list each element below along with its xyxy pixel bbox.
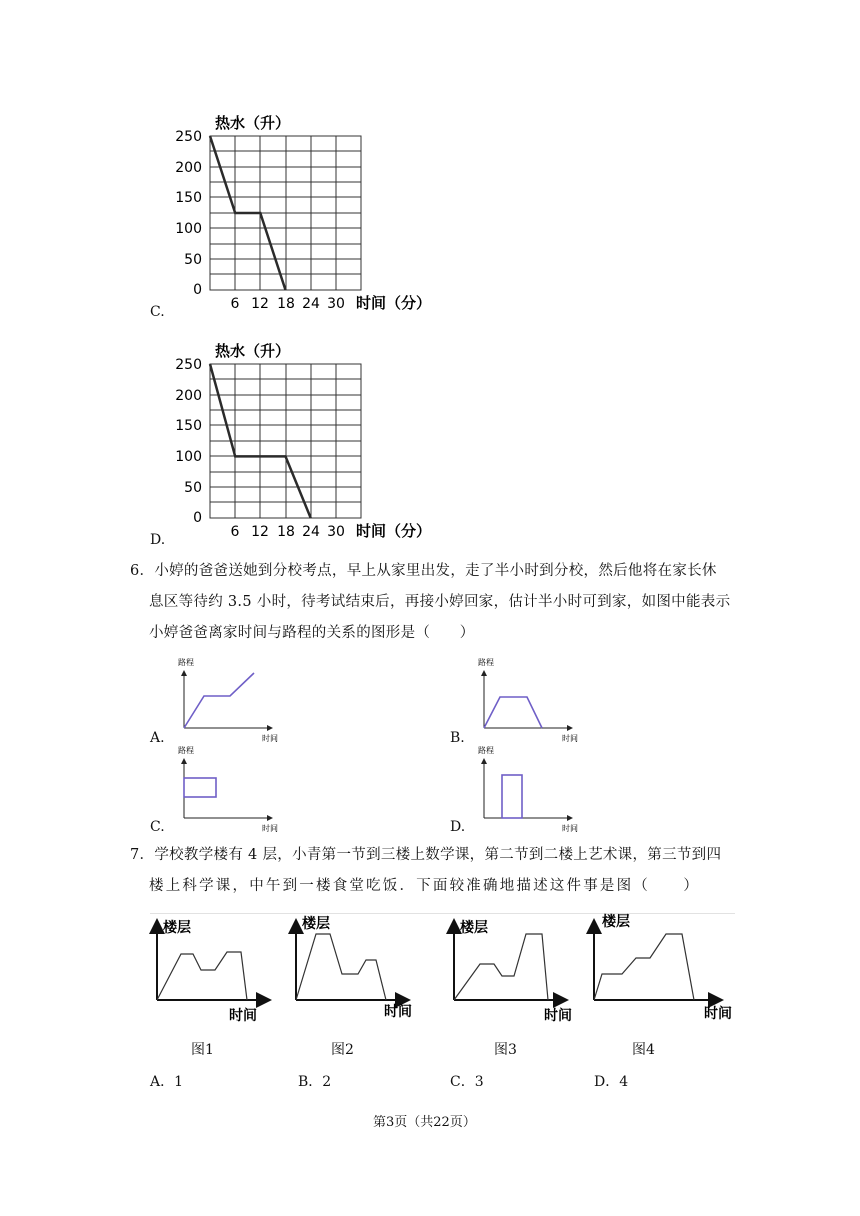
chart-c-ytick: 250 bbox=[175, 129, 202, 145]
chart-c-xtick: 18 bbox=[277, 296, 295, 312]
q6-b-xlabel: 时间 bbox=[562, 734, 578, 743]
q6-option-c: C. bbox=[150, 819, 165, 835]
chart-c-xlabel: 时间（分） bbox=[356, 294, 432, 312]
q6-b-line bbox=[484, 697, 542, 728]
q7-line-1: 7．学校教学楼有 4 层，小青第一节到三楼上数学课，第二节到二楼上艺术课，第三节到四 bbox=[130, 847, 722, 863]
q7-figure-2 bbox=[284, 912, 419, 1027]
q6-option-a: A. bbox=[150, 730, 165, 746]
q7-answer-d: D．4 bbox=[594, 1074, 629, 1090]
chart-c-ytick: 50 bbox=[184, 252, 202, 268]
q6-d-xlabel: 时间 bbox=[562, 824, 578, 833]
chart-c-ytick: 150 bbox=[175, 190, 202, 206]
q7-f3-line bbox=[454, 934, 548, 1000]
chart-d-ytick: 150 bbox=[175, 418, 202, 434]
q7-f4-line bbox=[594, 934, 694, 1000]
q7-figure-3 bbox=[442, 912, 577, 1027]
q6-text bbox=[130, 556, 750, 649]
q7-text bbox=[130, 840, 750, 902]
chart-d-ytick: 100 bbox=[175, 449, 202, 465]
q6-a-xlabel: 时间 bbox=[262, 734, 278, 743]
chart-c bbox=[170, 108, 460, 318]
chart-c-ytick: 100 bbox=[175, 221, 202, 237]
q7-f2-ylabel: 楼层 bbox=[302, 916, 330, 932]
chart-d-xtick: 6 bbox=[230, 524, 240, 540]
q7-f1-ylabel: 楼层 bbox=[163, 920, 191, 936]
q7-f4-xlabel: 时间 bbox=[704, 1006, 732, 1022]
q7-f3-ylabel: 楼层 bbox=[460, 920, 488, 936]
q7-figure-1 bbox=[145, 912, 280, 1027]
chart-d-ytick: 200 bbox=[175, 388, 202, 404]
q6-b-ylabel: 路程 bbox=[478, 658, 494, 667]
chart-d bbox=[170, 336, 460, 546]
chart-c-ytick: 200 bbox=[175, 160, 202, 176]
chart-d-ytick: 0 bbox=[193, 510, 202, 526]
chart-c-grid bbox=[210, 136, 361, 290]
chart-c-xtick: 30 bbox=[327, 296, 345, 312]
q7-answer-a: A．1 bbox=[150, 1074, 184, 1090]
q6-graph-b bbox=[472, 655, 582, 745]
q7-caption-3: 图3 bbox=[494, 1042, 517, 1058]
chart-d-xlabel: 时间（分） bbox=[356, 522, 432, 540]
q6-c-rect bbox=[184, 778, 216, 797]
chart-d-grid bbox=[210, 364, 361, 518]
q7-f1-xlabel: 时间 bbox=[229, 1008, 257, 1024]
q6-line-2: 息区等待约 3.5 小时，待考试结束后，再接小婷回家，估计半小时可到家，如图中能表示 bbox=[149, 594, 731, 610]
q6-d-rect bbox=[502, 775, 522, 818]
q6-option-d: D. bbox=[450, 819, 466, 835]
chart-c-ylabel: 热水（升） bbox=[215, 114, 291, 132]
q7-line-2: 楼上科学课，中午到一楼食堂吃饭．下面较准确地描述这件事是图（ ） bbox=[149, 878, 701, 894]
q7-f2-line bbox=[296, 934, 386, 1000]
chart-d-ytick: 250 bbox=[175, 357, 202, 373]
q7-f1-line bbox=[157, 952, 247, 1000]
q6-graph-c bbox=[172, 743, 282, 833]
q7-answer-b: B．2 bbox=[298, 1074, 332, 1090]
option-d-label: D. bbox=[150, 532, 166, 548]
chart-d-xtick: 18 bbox=[277, 524, 295, 540]
q6-line-1: 6．小婷的爸爸送她到分校考点，早上从家里出发，走了半小时到分校，然后他将在家长休 bbox=[130, 563, 717, 579]
chart-c-xtick: 6 bbox=[230, 296, 240, 312]
chart-c-ytick: 0 bbox=[193, 282, 202, 298]
q6-option-b: B. bbox=[450, 730, 465, 746]
chart-d-xtick: 24 bbox=[302, 524, 320, 540]
chart-c-xtick: 12 bbox=[251, 296, 269, 312]
chart-d-ytick: 50 bbox=[184, 480, 202, 496]
q6-a-line bbox=[184, 673, 254, 728]
q7-caption-4: 图4 bbox=[632, 1042, 655, 1058]
q6-line-3: 小婷爸爸离家时间与路程的关系的图形是（ ） bbox=[149, 625, 475, 641]
q6-a-ylabel: 路程 bbox=[178, 658, 194, 667]
q7-f3-xlabel: 时间 bbox=[544, 1008, 572, 1024]
q6-graph-d bbox=[472, 743, 582, 833]
q7-caption-2: 图2 bbox=[331, 1042, 354, 1058]
q6-c-xlabel: 时间 bbox=[262, 824, 278, 833]
chart-d-xtick: 30 bbox=[327, 524, 345, 540]
q7-f4-ylabel: 楼层 bbox=[602, 914, 630, 930]
chart-d-xtick: 12 bbox=[251, 524, 269, 540]
q6-graph-a bbox=[172, 655, 282, 745]
q7-answer-c: C．3 bbox=[450, 1074, 484, 1090]
q6-d-ylabel: 路程 bbox=[478, 746, 494, 755]
page-footer: 第3页（共22页） bbox=[373, 1115, 476, 1130]
q7-caption-1: 图1 bbox=[191, 1042, 214, 1058]
q7-f2-xlabel: 时间 bbox=[384, 1004, 412, 1020]
chart-d-ylabel: 热水（升） bbox=[215, 342, 291, 360]
option-c-label: C. bbox=[150, 304, 165, 320]
q7-figure-4 bbox=[582, 912, 732, 1027]
q6-c-ylabel: 路程 bbox=[178, 746, 194, 755]
chart-c-xtick: 24 bbox=[302, 296, 320, 312]
